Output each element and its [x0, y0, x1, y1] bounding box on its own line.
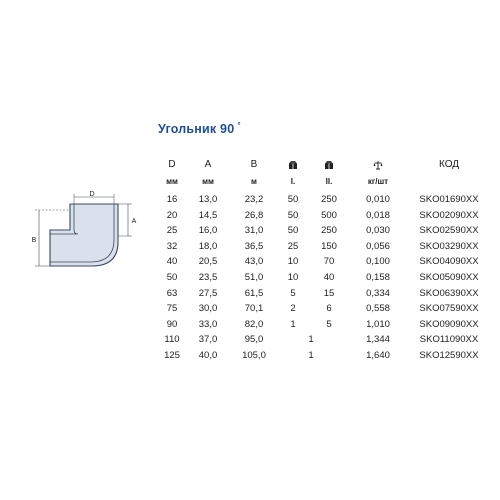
table-cell-a: 20,5 — [198, 256, 218, 268]
column-unit-p2: II. — [325, 177, 333, 186]
table-cell-b: 31,0 — [244, 225, 264, 237]
table-cell-d: 110 — [164, 334, 180, 346]
dim-label-a: A — [131, 218, 137, 225]
table-cell-p1: 25 — [287, 240, 299, 252]
column-unit-p1: I. — [290, 177, 296, 186]
table-cell-d: 25 — [166, 225, 178, 237]
column-unit-a: мм — [202, 177, 214, 186]
table-cell-code: SKO12590XX — [419, 350, 479, 361]
table-cell-a: 33,0 — [198, 318, 218, 330]
table-cell-d: 75 — [166, 303, 178, 315]
table-cell-code: SKO05090XX — [419, 272, 479, 283]
table-cell-a: 37,0 — [198, 334, 218, 346]
column-header-b: B — [250, 159, 258, 170]
table-cell-b: 51,0 — [244, 272, 264, 283]
table-cell-w: 0,558 — [366, 303, 390, 315]
table-cell-b: 61,5 — [244, 287, 264, 299]
table-cell-w: 0,018 — [366, 209, 390, 221]
column-header-d: D — [168, 159, 176, 170]
table-cell-a: 13,0 — [198, 194, 218, 205]
elbow-90-diagram — [30, 190, 140, 280]
table-cell-a: 14,5 — [198, 209, 218, 221]
table-cell-d: 90 — [166, 318, 178, 330]
table-cell-d: 125 — [164, 350, 180, 361]
table-cell-p1: 2 — [290, 303, 296, 315]
table-cell-code: SKO07590XX — [419, 303, 479, 315]
table-cell-p1: 1 — [308, 350, 314, 361]
table-cell-w: 0,100 — [366, 256, 390, 268]
table-cell-d: 50 — [166, 272, 178, 283]
scale-icon — [373, 160, 383, 170]
table-cell-a: 27,5 — [198, 287, 218, 299]
package-icon — [288, 160, 298, 170]
table-cell-p2: 150 — [321, 240, 337, 252]
table-cell-a: 23,5 — [198, 272, 218, 283]
table-cell-p1: 5 — [290, 287, 296, 299]
table-cell-a: 30,0 — [198, 303, 218, 315]
table-cell-w: 1,640 — [366, 350, 390, 361]
table-cell-d: 16 — [166, 194, 178, 205]
table-cell-p1: 50 — [287, 225, 299, 237]
table-cell-d: 40 — [166, 256, 178, 268]
table-cell-a: 40,0 — [198, 350, 218, 361]
table-cell-d: 63 — [166, 287, 178, 299]
table-cell-code: SKO02590XX — [419, 225, 479, 237]
table-cell-code: SKO01690XX — [419, 194, 479, 205]
table-cell-a: 16,0 — [198, 225, 218, 237]
table-cell-w: 0,158 — [366, 272, 390, 283]
column-unit-w: кг/шт — [367, 177, 389, 186]
table-cell-p2: 6 — [326, 303, 332, 315]
page-title — [158, 122, 241, 136]
table-cell-d: 32 — [166, 240, 178, 252]
title-degree: ° — [237, 121, 241, 130]
table-cell-p2: 70 — [323, 256, 335, 268]
table-cell-p1: 50 — [287, 194, 299, 205]
table-cell-p2: 15 — [323, 287, 335, 299]
table-cell-a: 18,0 — [198, 240, 218, 252]
table-cell-w: 0,334 — [366, 287, 390, 299]
table-cell-p2: 5 — [326, 318, 332, 330]
table-cell-code: SKO03290XX — [419, 240, 479, 252]
title-text: Угольник 90 — [158, 122, 235, 136]
dim-label-b: B — [31, 237, 37, 244]
column-header-code: КОД — [438, 159, 460, 170]
table-cell-w: 0,010 — [366, 194, 390, 205]
dim-label-d: D — [89, 191, 95, 198]
column-unit-b: м — [251, 177, 257, 186]
table-cell-p1: 1 — [308, 334, 314, 346]
table-cell-p2: 250 — [321, 225, 337, 237]
column-header-a: A — [204, 159, 212, 170]
table-cell-b: 23,2 — [244, 194, 264, 205]
table-cell-b: 43,0 — [244, 256, 264, 268]
table-cell-p1: 1 — [290, 318, 296, 330]
table-cell-p1: 10 — [287, 272, 299, 283]
column-unit-d: мм — [166, 177, 178, 186]
table-cell-code: SKO06390XX — [419, 287, 479, 299]
table-cell-code: SKO02090XX — [419, 209, 479, 221]
package-icon — [324, 160, 334, 170]
table-cell-p2: 40 — [323, 272, 335, 283]
table-cell-w: 0,030 — [366, 225, 390, 237]
table-cell-p1: 50 — [287, 209, 299, 221]
table-cell-code: SKO09090XX — [419, 318, 479, 330]
table-cell-code: SKO11090XX — [419, 334, 479, 346]
table-cell-p2: 500 — [321, 209, 337, 221]
table-cell-b: 105,0 — [242, 350, 266, 361]
table-cell-p2: 250 — [321, 194, 337, 205]
table-cell-b: 26,8 — [244, 209, 264, 221]
table-cell-b: 70,1 — [244, 303, 264, 315]
table-cell-d: 20 — [166, 209, 178, 221]
table-cell-w: 0,056 — [366, 240, 390, 252]
table-cell-b: 95,0 — [244, 334, 264, 346]
table-cell-p1: 10 — [287, 256, 299, 268]
table-cell-b: 82,0 — [244, 318, 264, 330]
table-cell-b: 36,5 — [244, 240, 264, 252]
table-cell-w: 1,344 — [366, 334, 390, 346]
table-cell-code: SKO04090XX — [419, 256, 479, 268]
table-cell-w: 1,010 — [366, 318, 390, 330]
